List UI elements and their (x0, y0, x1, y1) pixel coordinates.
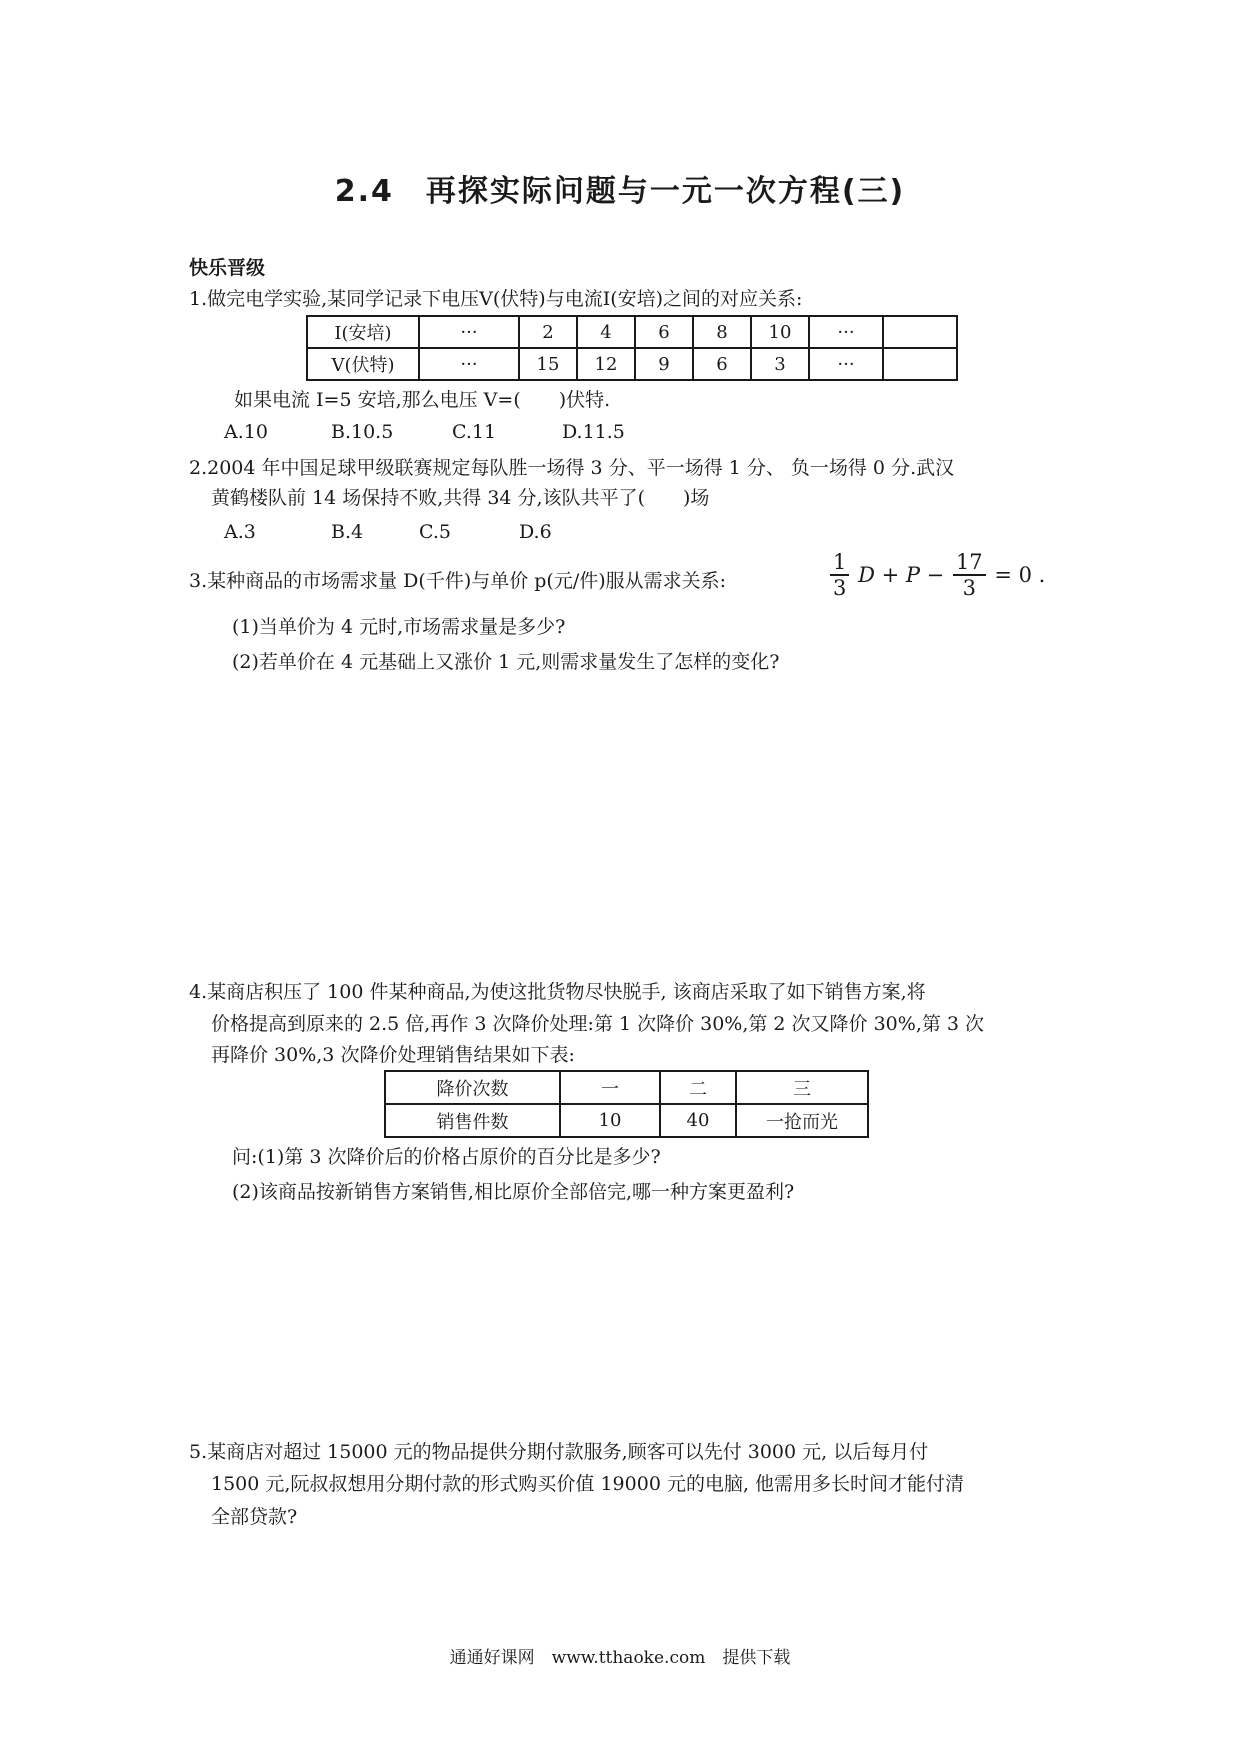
section-heading: 快乐晋级 (189, 257, 266, 279)
equation-middle: D + P − (858, 563, 945, 587)
page-title: 2.4 再探实际问题与一元一次方程(三) (334, 174, 906, 209)
q2-option-a: A.3 (224, 521, 256, 543)
q2-line-2: 黄鹤楼队前 14 场保持不败,共得 34 分,该队共平了( )场 (211, 487, 710, 509)
table-cell: 销售件数 (385, 1104, 560, 1137)
q1-option-d: D.11.5 (562, 421, 625, 443)
fraction-seventeen-thirds: $\frac{17}{3}$ (953, 550, 986, 600)
table-cell: 降价次数 (385, 1071, 560, 1104)
q4-line-1: 4.某商店积压了 100 件某种商品,为使这批货物尽快脱手, 该商店采取了如下销售方案,将 (189, 981, 926, 1003)
table-cell: 12 (577, 348, 635, 380)
q4-table (384, 1070, 869, 1138)
table-cell: 3 (751, 348, 809, 380)
table-cell: 二 (660, 1071, 736, 1104)
fraction-one-third: $\frac{1}{3}$ (830, 550, 849, 600)
q3-sub-1: (1)当单价为 4 元时,市场需求量是多少? (232, 616, 566, 638)
table-cell: 三 (736, 1071, 868, 1104)
table-cell: 10 (560, 1104, 660, 1137)
table-cell: V(伏特) (307, 348, 419, 380)
q1-table-row-current (307, 316, 957, 348)
q4-table-row-rounds (385, 1071, 868, 1104)
q3-equation (828, 550, 1045, 600)
table-cell: 10 (751, 316, 809, 348)
table-cell: 2 (519, 316, 577, 348)
q5-line-2: 1500 元,阮叔叔想用分期付款的形式购买价值 19000 元的电脑, 他需用多长时间才能付清 (211, 1473, 965, 1495)
q4-line-2: 价格提高到原来的 2.5 倍,再作 3 次降价处理:第 1 次降价 30%,第 2 次又降价 30%,第 3 次 (211, 1013, 985, 1035)
q1-option-b: B.10.5 (331, 421, 394, 443)
table-cell (883, 316, 957, 348)
table-cell: 15 (519, 348, 577, 380)
q1-text: 1.做完电学实验,某同学记录下电压V(伏特)与电流I(安培)之间的对应关系: (189, 288, 803, 310)
q5-line-3: 全部贷款? (211, 1506, 298, 1528)
q4-sub-1: 问:(1)第 3 次降价后的价格占原价的百分比是多少? (232, 1146, 661, 1168)
q3-text: 3.某种商品的市场需求量 D(千件)与单价 p(元/件)服从需求关系: (189, 570, 727, 592)
table-cell: 8 (693, 316, 751, 348)
table-cell (883, 348, 957, 380)
table-cell: 9 (635, 348, 693, 380)
q4-line-3: 再降价 30%,3 次降价处理销售结果如下表: (211, 1044, 575, 1066)
q2-option-b: B.4 (331, 521, 364, 543)
q2-option-d: D.6 (519, 521, 552, 543)
q1-option-c: C.11 (452, 421, 497, 443)
table-cell: ··· (809, 316, 883, 348)
q4-sub-2: (2)该商品按新销售方案销售,相比原价全部倍完,哪一种方案更盈利? (232, 1181, 795, 1203)
table-cell: 一 (560, 1071, 660, 1104)
q3-sub-2: (2)若单价在 4 元基础上又涨价 1 元,则需求量发生了怎样的变化? (232, 651, 780, 673)
table-cell: 6 (635, 316, 693, 348)
page-footer: 通通好课网 www.tthaoke.com 提供下载 (449, 1648, 791, 1668)
q1-question: 如果电流 I=5 安培,那么电压 V=( )伏特. (234, 389, 611, 411)
table-cell: 6 (693, 348, 751, 380)
table-cell: 4 (577, 316, 635, 348)
table-cell: 一抢而光 (736, 1104, 868, 1137)
q1-option-a: A.10 (224, 421, 268, 443)
table-cell: ··· (809, 348, 883, 380)
table-cell: ··· (419, 316, 519, 348)
table-cell: 40 (660, 1104, 736, 1137)
q2-line-1: 2.2004 年中国足球甲级联赛规定每队胜一场得 3 分、平一场得 1 分、 负一场得 0 分.武汉 (189, 457, 955, 479)
q5-line-1: 5.某商店对超过 15000 元的物品提供分期付款服务,顾客可以先付 3000 元, 以后每月付 (189, 1441, 929, 1463)
q4-table-row-sales (385, 1104, 868, 1137)
table-cell: ··· (419, 348, 519, 380)
q1-table (306, 315, 958, 381)
table-cell: I(安培) (307, 316, 419, 348)
equation-tail: = 0 . (994, 563, 1046, 587)
q2-option-c: C.5 (419, 521, 451, 543)
q1-table-row-voltage (307, 348, 957, 380)
